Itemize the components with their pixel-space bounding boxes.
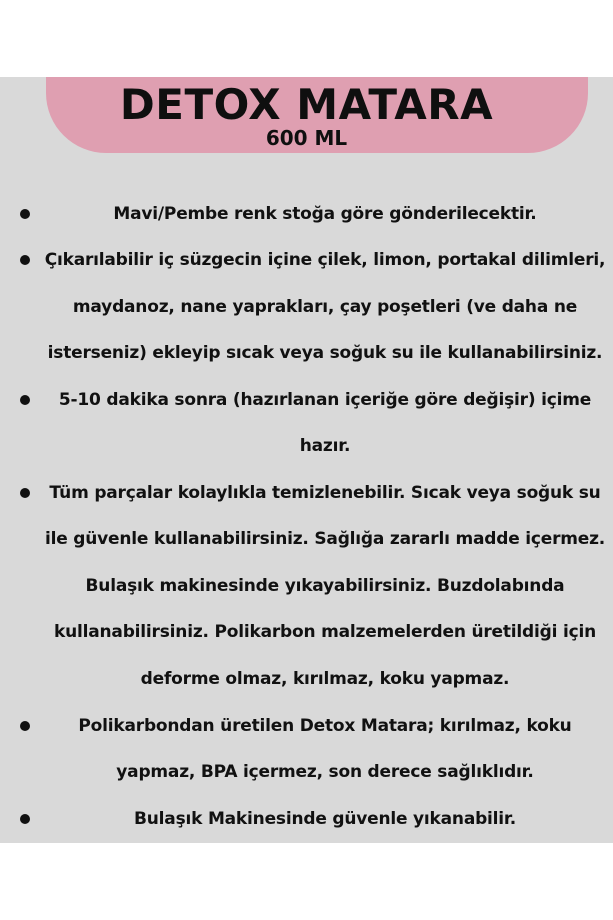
feature-line: Bulaşık Makinesinde güvenle yıkanabilir. bbox=[134, 809, 516, 829]
bullet-marker bbox=[20, 395, 30, 405]
feature-line: ile güvenle kullanabilirsiniz. Sağlığa zararlı madde içermez. bbox=[44, 529, 606, 549]
bullet-marker bbox=[20, 814, 30, 824]
bullet-marker bbox=[20, 209, 30, 219]
feature-line: yapmaz, BPA içermez, son derece sağlıklıdır. bbox=[116, 762, 534, 782]
feature-line: isterseniz) ekleyip sıcak veya soğuk su ile kullanabilirsiniz. bbox=[47, 343, 603, 363]
feature-line: maydanoz, nane yaprakları, çay poşetleri (ve daha ne bbox=[72, 297, 578, 317]
bullet-marker bbox=[20, 488, 30, 498]
feature-line: Çıkarılabilir iç süzgecin içine çilek, limon, portakal dilimleri, bbox=[44, 250, 606, 270]
feature-line: Bulaşık makinesinde yıkayabilirsiniz. Buzdolabında bbox=[85, 576, 565, 596]
product-title: DETOX MATARA bbox=[119, 80, 494, 129]
feature-line: Mavi/Pembe renk stoğa göre gönderilecektir. bbox=[113, 204, 537, 224]
feature-line: hazır. bbox=[299, 436, 351, 456]
feature-line: Polikarbondan üretilen Detox Matara; kırılmaz, koku bbox=[78, 716, 572, 736]
feature-line: 5-10 dakika sonra (hazırlanan içeriğe göre değişir) içime bbox=[58, 390, 592, 410]
feature-line: deforme olmaz, kırılmaz, koku yapmaz. bbox=[140, 669, 510, 689]
bullet-marker bbox=[20, 721, 30, 731]
feature-line: kullanabilirsiniz. Polikarbon malzemelerden üretildiği için bbox=[54, 622, 596, 642]
bullet-marker bbox=[20, 255, 30, 265]
feature-line: Tüm parçalar kolaylıkla temizlenebilir. Sıcak veya soğuk su bbox=[49, 483, 601, 503]
product-volume: 600 ML bbox=[265, 126, 348, 150]
